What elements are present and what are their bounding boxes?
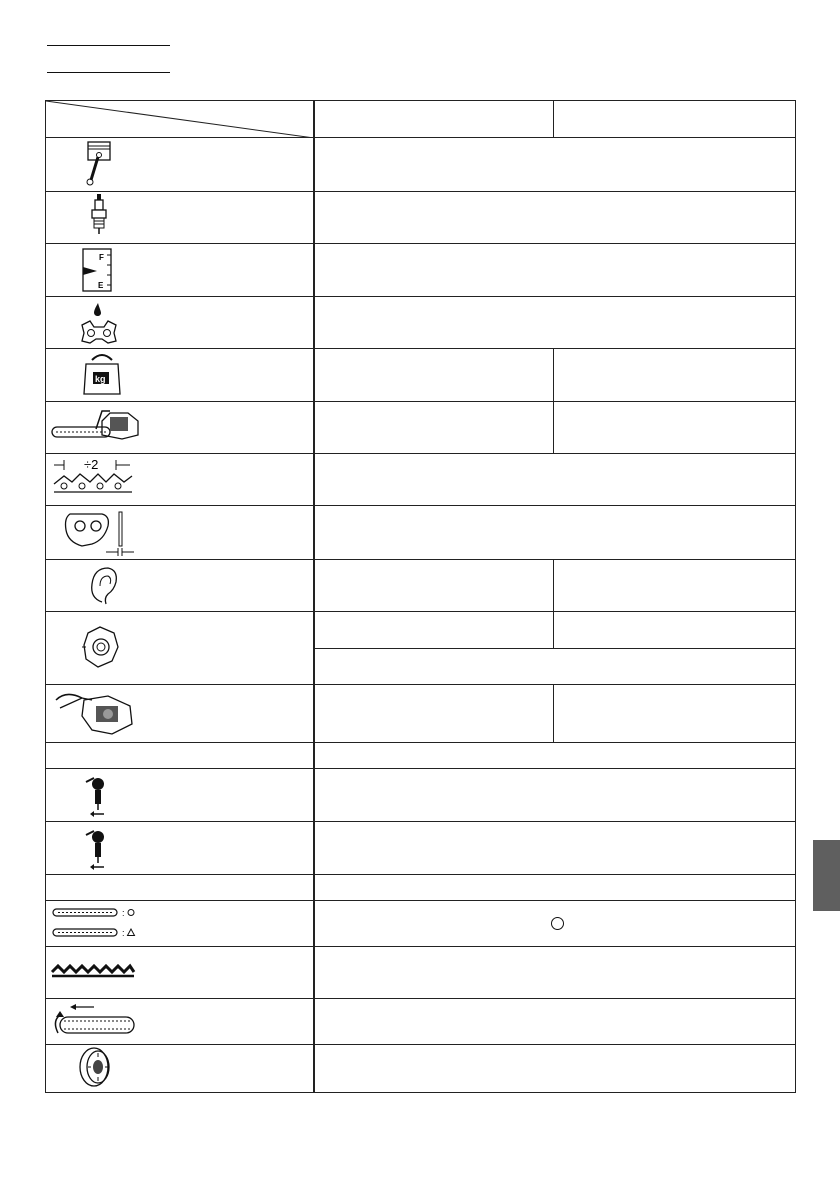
header-rule-2 bbox=[47, 72, 170, 73]
header-rule-1 bbox=[47, 45, 170, 46]
fuel-tank-capacity-icon bbox=[77, 245, 147, 293]
svg-text:kg: kg bbox=[95, 373, 106, 384]
value-cell bbox=[314, 454, 796, 506]
chainsaw-side-icon bbox=[50, 403, 150, 449]
chain-pitch-icon bbox=[50, 454, 140, 502]
value-cell-model-2 bbox=[554, 612, 796, 649]
table-row bbox=[46, 999, 796, 1045]
spec-table bbox=[45, 100, 796, 1093]
value-cell bbox=[314, 297, 796, 349]
svg-text:÷2: ÷2 bbox=[84, 457, 99, 472]
engine-displacement-icon bbox=[78, 138, 138, 188]
side-tab-marker bbox=[813, 840, 840, 911]
table-row bbox=[46, 192, 796, 244]
table-row bbox=[46, 560, 796, 612]
value-cell bbox=[314, 192, 796, 244]
guide-bar-label-2: : bbox=[122, 928, 125, 938]
chainsaw-handle-icon bbox=[52, 686, 152, 738]
weight-kg-icon bbox=[82, 350, 142, 398]
value-cell bbox=[314, 743, 796, 769]
value-cell bbox=[314, 244, 796, 297]
chain-gauge-icon bbox=[50, 506, 140, 556]
table-row bbox=[46, 297, 796, 349]
value-cell bbox=[314, 999, 796, 1045]
value-cell-model-1 bbox=[314, 612, 554, 649]
chain-brake-icon bbox=[80, 823, 140, 871]
value-cell bbox=[314, 822, 796, 875]
spark-plug-icon bbox=[78, 192, 138, 240]
value-cell bbox=[314, 947, 796, 999]
value-cell bbox=[314, 875, 796, 901]
value-cell-model-1 bbox=[314, 349, 554, 402]
diagonal-line bbox=[46, 101, 314, 138]
table-row bbox=[46, 402, 796, 454]
header-cell-model-1 bbox=[314, 101, 554, 138]
value-cell bbox=[314, 901, 796, 947]
guide-bar-label-1: : bbox=[122, 908, 125, 918]
header-cell-model-2 bbox=[554, 101, 796, 138]
value-cell-model-2 bbox=[554, 685, 796, 743]
table-row bbox=[46, 769, 796, 822]
saw-chain-icon bbox=[50, 956, 150, 986]
table-row bbox=[46, 244, 796, 297]
blank-label-cell bbox=[46, 875, 314, 901]
guide-bar-icon bbox=[50, 901, 160, 943]
value-cell bbox=[314, 649, 796, 685]
table-row bbox=[46, 947, 796, 999]
table-row bbox=[46, 822, 796, 875]
table-header-row bbox=[46, 101, 796, 138]
diagonal-header-cell bbox=[46, 101, 314, 138]
table-row bbox=[46, 138, 796, 192]
svg-text:E: E bbox=[98, 280, 104, 290]
value-cell-model-2 bbox=[554, 349, 796, 402]
selected-bar-circle-marker bbox=[551, 917, 564, 930]
chain-brake-icon bbox=[80, 770, 140, 818]
value-cell bbox=[314, 1045, 796, 1093]
value-cell bbox=[314, 769, 796, 822]
chain-oil-capacity-icon bbox=[76, 297, 156, 345]
value-cell-model-1 bbox=[314, 560, 554, 612]
table-row bbox=[46, 454, 796, 506]
value-cell-model-1 bbox=[314, 402, 554, 454]
value-cell-model-2 bbox=[554, 402, 796, 454]
ear-noise-icon bbox=[82, 560, 142, 608]
blank-label-cell bbox=[46, 743, 314, 769]
value-cell-model-2 bbox=[554, 560, 796, 612]
table-row bbox=[46, 349, 796, 402]
vibration-icon bbox=[80, 623, 140, 671]
table-row bbox=[46, 743, 796, 769]
value-cell bbox=[314, 506, 796, 560]
table-row bbox=[46, 1045, 796, 1093]
table-row bbox=[46, 875, 796, 901]
value-cell bbox=[314, 138, 796, 192]
table-row bbox=[46, 612, 796, 649]
chain-direction-icon bbox=[50, 999, 150, 1041]
table-row bbox=[46, 685, 796, 743]
sprocket-icon bbox=[74, 1045, 134, 1089]
svg-text:F: F bbox=[99, 252, 104, 262]
value-cell-model-1 bbox=[314, 685, 554, 743]
table-row bbox=[46, 506, 796, 560]
table-row bbox=[46, 901, 796, 947]
